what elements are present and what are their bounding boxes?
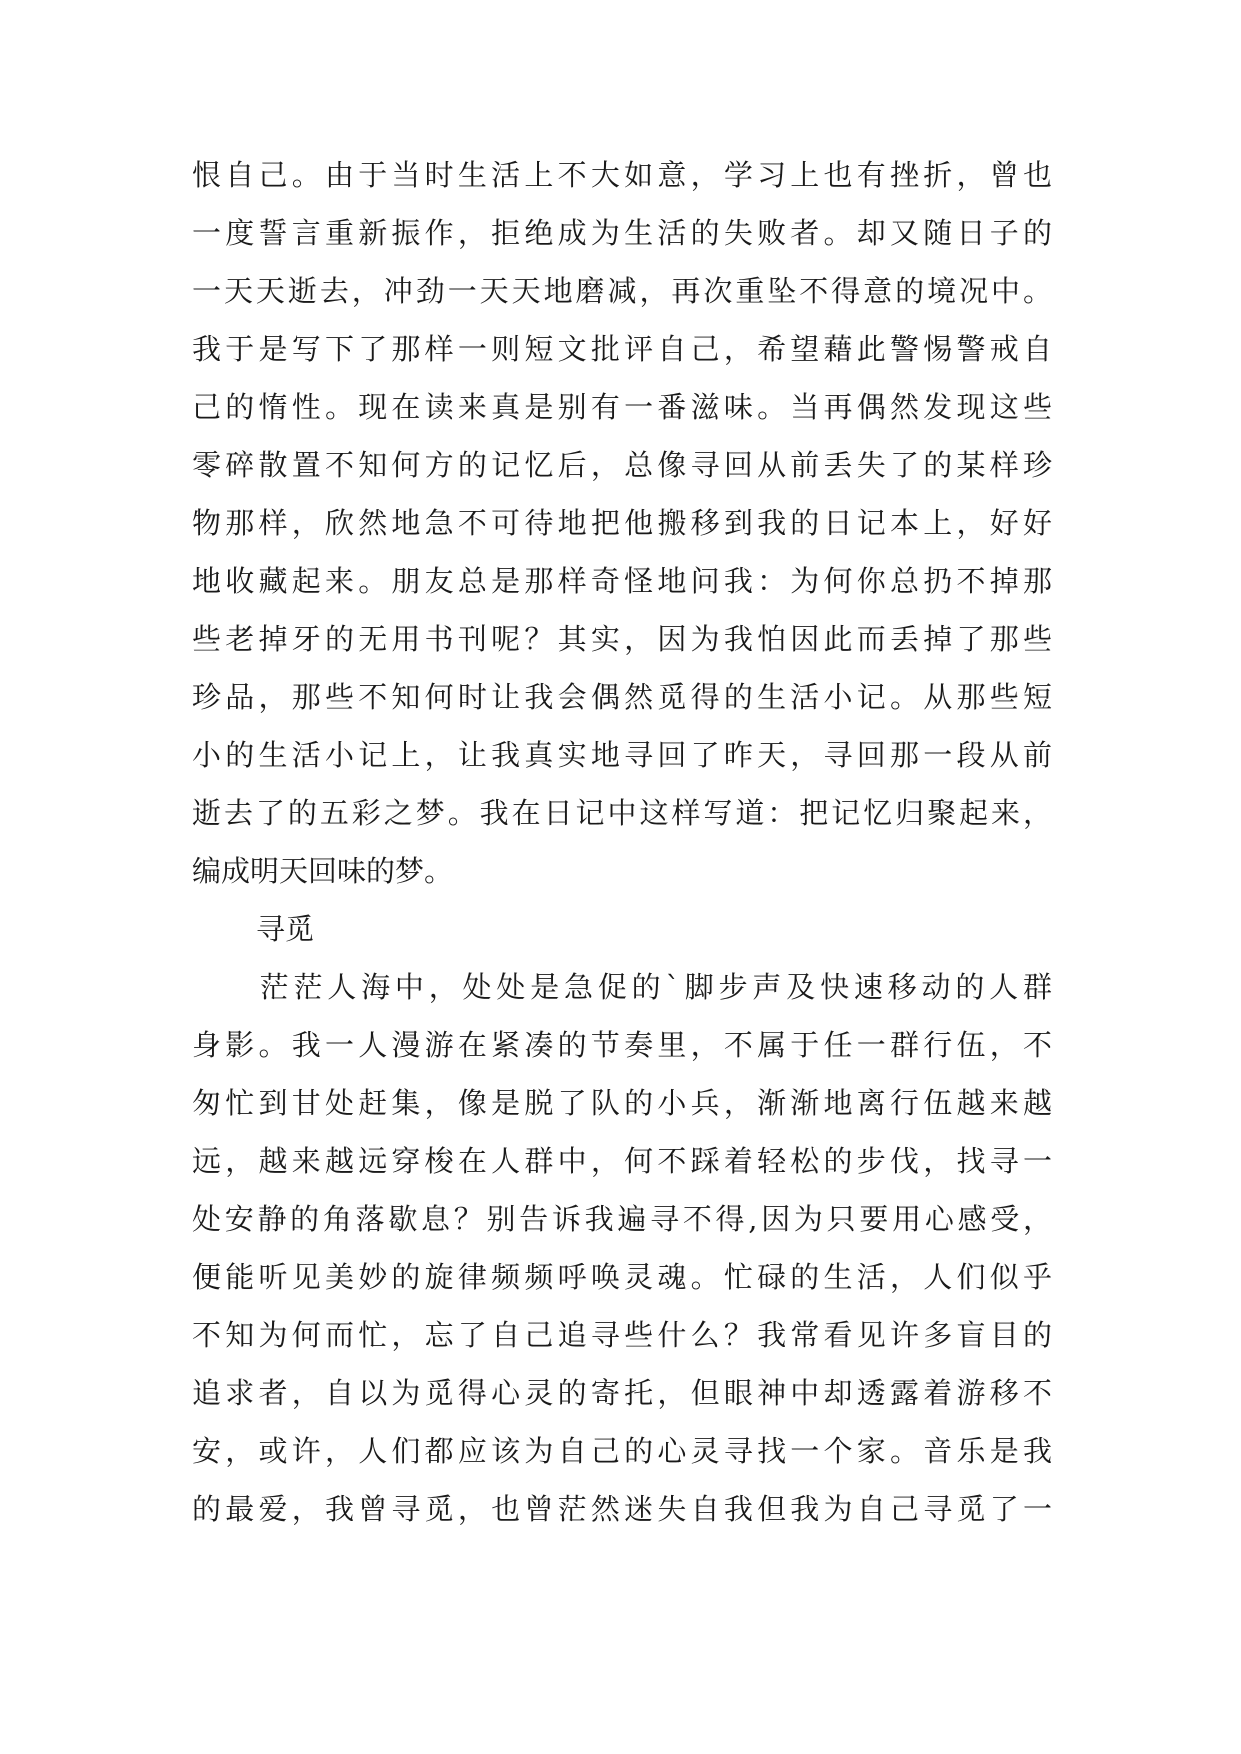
section-heading: 寻觅 <box>256 912 315 946</box>
text-line: 不知为何而忙，忘了自己追寻些什么？我常看见许多盲目的 <box>192 1318 1052 1352</box>
text-line: 物那样，欣然地急不可待地把他搬移到我的日记本上，好好 <box>192 506 1052 540</box>
text-line: 零碎散置不知何方的记忆后，总像寻回从前丢失了的某样珍 <box>192 448 1052 482</box>
text-line: 编成明天回味的梦。 <box>192 854 454 888</box>
paragraph <box>192 146 1052 900</box>
text-line: 安，或许，人们都应该为自己的心灵寻找一个家。音乐是我 <box>192 1434 1052 1468</box>
text-line: 匆忙到甘处赶集，像是脱了队的小兵，渐渐地离行伍越来越 <box>192 1086 1052 1120</box>
paragraph <box>192 958 1052 1538</box>
text-line: 远，越来越远穿梭在人群中，何不踩着轻松的步伐，找寻一 <box>192 1144 1052 1178</box>
text-line: 己的惰性。现在读来真是别有一番滋味。当再偶然发现这些 <box>192 390 1052 424</box>
text-line: 地收藏起来。朋友总是那样奇怪地问我：为何你总扔不掉那 <box>192 564 1052 598</box>
text-line: 些老掉牙的无用书刊呢？其实，因为我怕因此而丢掉了那些 <box>192 622 1052 656</box>
text-line: 小的生活小记上，让我真实地寻回了昨天，寻回那一段从前 <box>192 738 1052 772</box>
text-line: 珍品，那些不知何时让我会偶然觅得的生活小记。从那些短 <box>192 680 1052 714</box>
text-line: 的最爱，我曾寻觅，也曾茫然迷失自我但我为自己寻觅了一 <box>192 1492 1052 1526</box>
text-line: 逝去了的五彩之梦。我在日记中这样写道：把记忆归聚起来， <box>192 796 1052 830</box>
text-line: 身影。我一人漫游在紧凑的节奏里，不属于任一群行伍，不 <box>192 1028 1052 1062</box>
text-line: 茫茫人海中，处处是急促的`脚步声及快速移动的人群 <box>192 970 1052 1004</box>
text-line: 处安静的角落歇息？别告诉我遍寻不得,因为只要用心感受， <box>192 1202 1052 1236</box>
text-line: 追求者，自以为觅得心灵的寄托，但眼神中却透露着游移不 <box>192 1376 1052 1410</box>
text-line: 我于是写下了那样一则短文批评自己，希望藉此警惕警戒自 <box>192 332 1052 366</box>
text-line: 便能听见美妙的旋律频频呼唤灵魂。忙碌的生活，人们似乎 <box>192 1260 1052 1294</box>
text-line: 恨自己。由于当时生活上不大如意，学习上也有挫折，曾也 <box>192 158 1052 192</box>
text-line: 一天天逝去，冲劲一天天地磨减，再次重坠不得意的境况中。 <box>192 274 1052 308</box>
text-line: 一度誓言重新振作，拒绝成为生活的失败者。却又随日子的 <box>192 216 1052 250</box>
document-body <box>192 146 1052 1538</box>
